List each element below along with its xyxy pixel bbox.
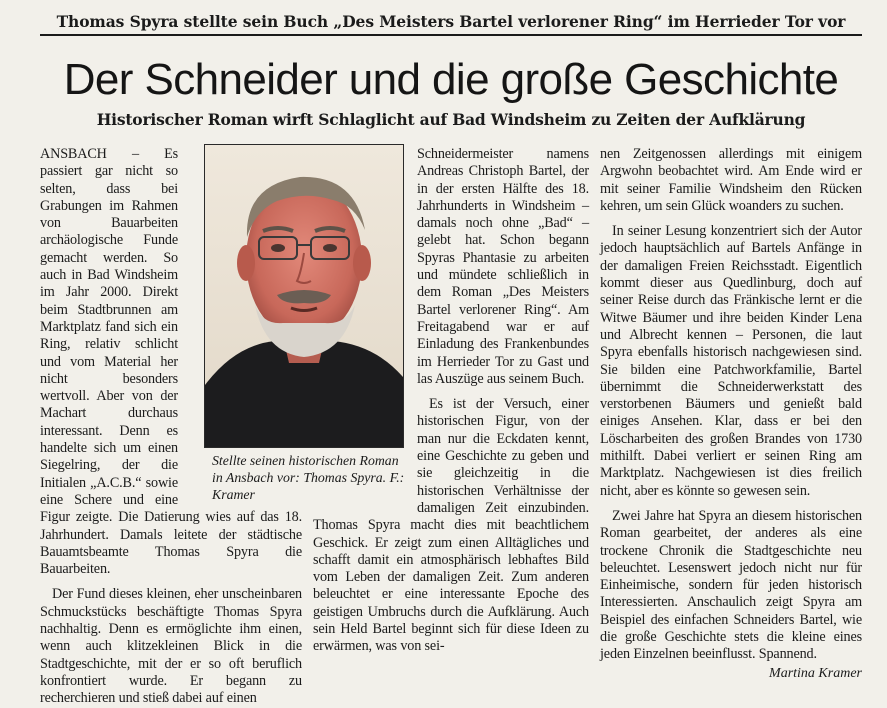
- article-kicker: Thomas Spyra stellte sein Buch „Des Meisters Bartel verlorener Ring“ im Herrieder Tor vor: [40, 12, 862, 36]
- article-author: Martina Kramer: [769, 666, 862, 681]
- article-paragraph: In seiner Lesung konzentriert sich der Autor jedoch hauptsächlich auf Bartels Anfänge in der damaligen Freien Reichsstadt. Eigentlich kommt dieser aus Quedlinburg, doch auf seiner Reise durch das Fränkische lernt er die Witwe Bäumer und ihre beiden Kinder Lena und Albrecht kennen – Personen, die laut Spyra ebenfalls historisch nachgewiesen sind. Sie bilden eine Patchworkfamilie, Bartel übernimmt die Schneiderwerkstatt des verstorbenen Bäumers und genießt bald einiges Ansehen. Klar, dass er bei den Löscharbeiten des großen Brandes von 1730 mithilft. Dabei verliert er seinen Ring am Marktplatz. Nachgewiesen ist dies freilich nicht, aber es könnte so gewesen sein.: [600, 223, 862, 499]
- author-photo: [204, 144, 404, 448]
- article-paragraph: Es ist der Versuch, einer historischen Figur, von der man nur die Eckdaten kennt, eine Geschichte zu geben und sie gleichzeitig in die historischen Verhältnisse der damaligen Zeit einzubinden. Thomas Spyra macht dies mit beachtlichem Geschick. Er zeigt zum einen Alltägliches und schafft damit ein atmosphärisch lebhaftes Bild vom Leben der damaligen Zeit. Zum anderen beleuchtet er eine interessante Epoche des geistigen Umbruchs durch die Aufklärung. Auch sein Held Bartel beginnt sich für diese Ideen zu erwärmen, was von sei-: [313, 396, 589, 655]
- article-paragraph: Der Fund dieses kleinen, eher unscheinbaren Schmuckstücks beschäftigte Thomas Spyra nachhaltig. Denn es ermöglichte ihm einen, wenn auch klitzekleinen Blick in die Stadtgeschichte, mit der er so oft beruflich konfrontiert wurde. Er begann zu recherchieren und stieß dabei auf einen: [40, 586, 302, 707]
- article-paragraph: nen Zeitgenossen allerdings mit einigem Argwohn beobachtet wird. Am Ende wird er mit seiner Familie Windsheim den Rücken kehren, um sein Glück woanders zu suchen.: [600, 146, 862, 214]
- article-headline: Der Schneider und die große Geschichte: [63, 55, 839, 104]
- article-subheadline: Historischer Roman wirft Schlaglicht auf Bad Windsheim zu Zeiten der Aufklärung: [96, 110, 806, 129]
- article-column-3: [600, 146, 862, 691]
- article-paragraph: Zwei Jahre hat Spyra an diesem historischen Roman gearbeitet, der anderes als eine trockene Chronik die Stadtgeschichte neu beleuchtet. Lesenswert jedoch nicht nur für Einheimische, sondern für jeden historisch Interessierten. Anschaulich zeigt Spyra am Beispiel des einfachen Schneiders Bartel, wie die große Geschichte stets die kleine eines jeden Einzelnen beeinflusst. Spannend.: [600, 507, 862, 663]
- paragraph-text: – Es passiert gar nicht so selten, dass bei Grabungen im Rahmen von Bauarbeiten archäologische Funde gemacht werden. So auch in Bad Windsheim im Jahr 2000. Direkt beim Stadtbrunnen am Marktplatz fand sich ein Ring, relativ schlicht und vom Material her nicht besonders wertvoll. Aber von der Machart durchaus interessant. Denn es handelte sich um einen Siegelring, der die Initialen „A.C.B.“ sowie eine Schere und eine Figur zeigte. Die Datierung wies auf das 18. Jahrhundert. Damals leitete der städtische Bauamtsbeamte Thomas Spyra die Bauarbeiten.: [40, 146, 302, 578]
- photo-caption: Stellte seinen historischen Roman in Ansbach vor: Thomas Spyra. F.: Kramer: [210, 452, 412, 503]
- article-paragraph: Schneidermeister namens Andreas Christoph Bartel, der in der ersten Hälfte des 18. Jahrhunderts in Windsheim – damals noch ohne „Bad“ – gelebt hat. Schon begann Spyras Phantasie zu arbeiten und mündete schließlich in dem Roman „Des Meisters Bartel verlorener Ring“. Am Freitagabend war er auf Einladung des Frankenbundes im Herrieder Tor zu Gast und las Auszüge aus seinem Buch.: [417, 146, 589, 387]
- article-dateline: ANSBACH: [40, 146, 107, 162]
